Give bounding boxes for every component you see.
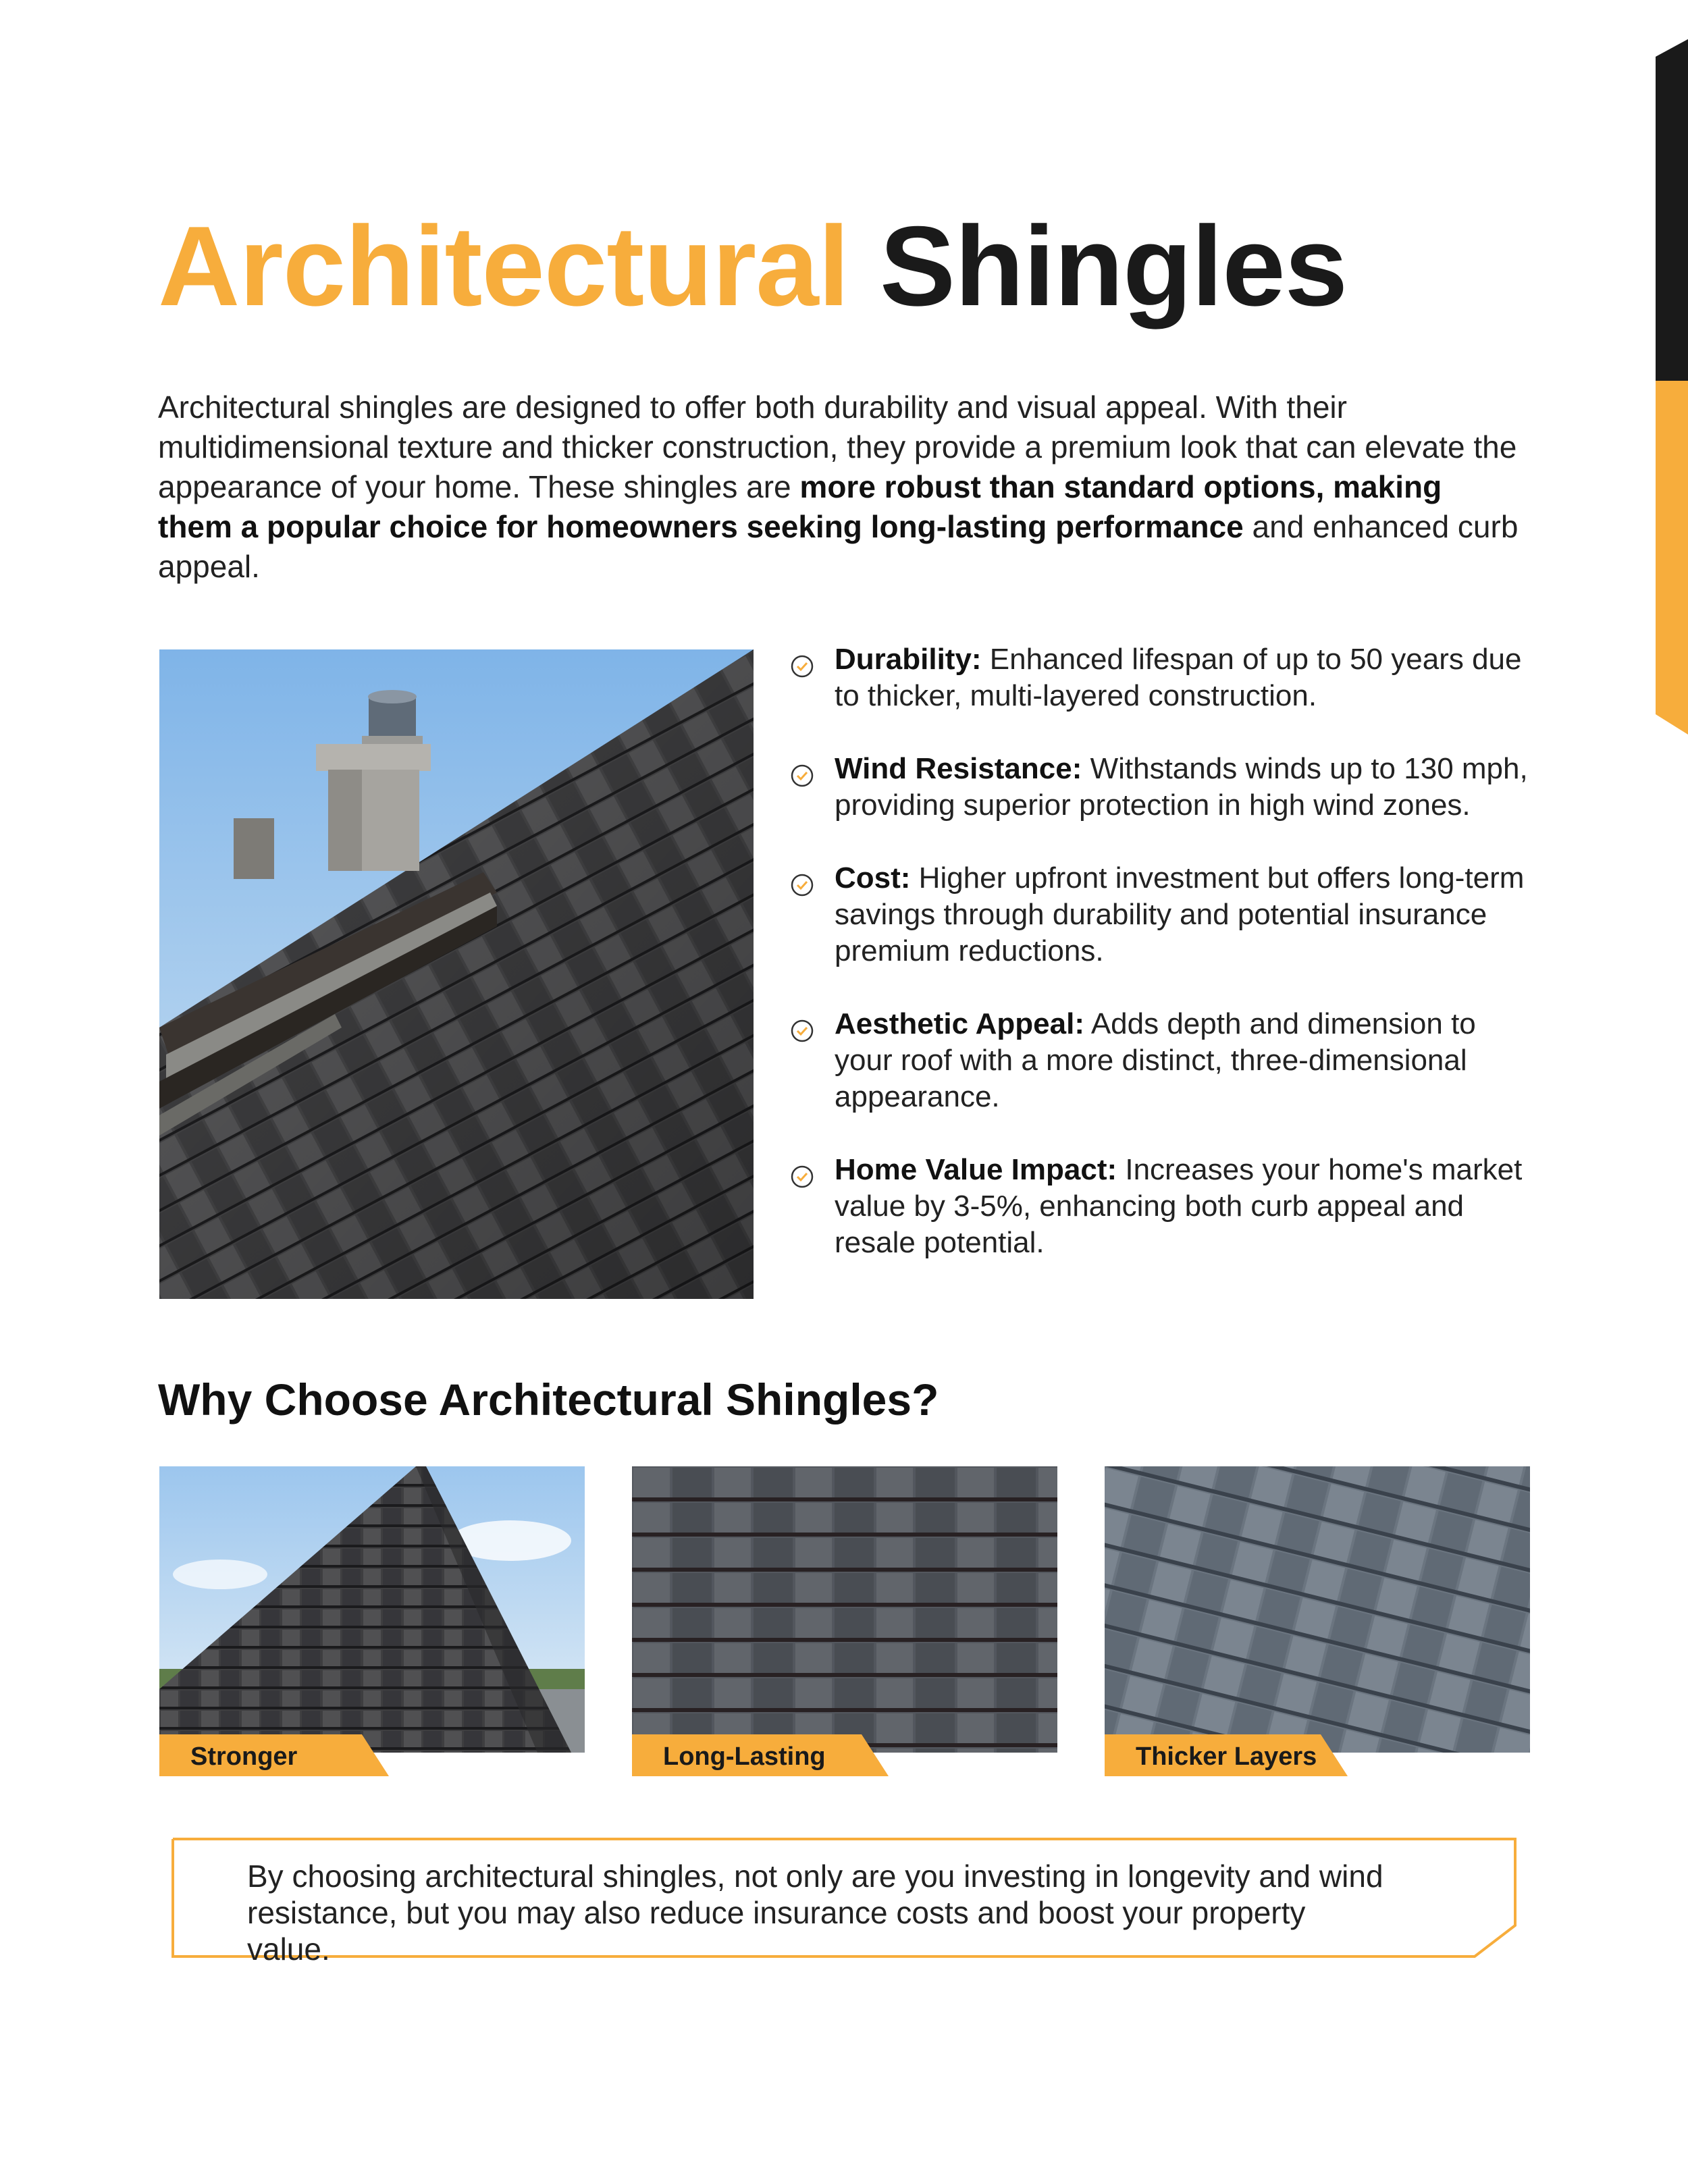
feature-name: Cost: — [835, 861, 911, 895]
benefit-card-stronger — [159, 1466, 585, 1777]
callout-box — [172, 1838, 1522, 1967]
feature-text: Withstands winds up to 130 mph, providing superior protection in high wind zones. — [835, 752, 1528, 822]
intro-text-end: and enhanced curb appeal. — [158, 509, 1519, 584]
feature-list — [790, 641, 1539, 1261]
benefit-card-thicker-layers — [1105, 1466, 1530, 1777]
feature-item — [790, 1152, 1539, 1261]
page-title — [158, 203, 1348, 329]
feature-text: Higher upfront investment but offers long-term savings through durability and potential insurance premium reductions. — [835, 861, 1525, 967]
feature-text: Adds depth and dimension to your roof with a more distinct, three-dimensional appearance. — [835, 1007, 1476, 1113]
title-accent: Architectural — [158, 203, 849, 329]
feature-item — [790, 751, 1539, 824]
intro-text-start: Architectural shingles are designed to offer both durability and visual appeal. With their multidimensional texture and thicker construction, they provide a premium look that can elevate the appearance of your home. These shingles are — [158, 390, 1517, 504]
roof-peak-photo — [159, 1466, 585, 1753]
check-circle-icon — [790, 870, 814, 894]
feature-name: Durability: — [835, 643, 982, 676]
card-label: Thicker Layers — [1136, 1742, 1317, 1771]
feature-item — [790, 1006, 1539, 1115]
check-circle-icon — [790, 760, 814, 784]
layered-shingles-photo — [1105, 1466, 1530, 1753]
benefit-card-long-lasting — [632, 1466, 1057, 1777]
feature-name: Aesthetic Appeal: — [835, 1007, 1085, 1040]
edge-tab-decoration — [1656, 39, 1688, 735]
callout-text: By choosing architectural shingles, not only are you investing in longevity and wind resistance, but you may also reduce insurance costs and boost your property value. — [247, 1859, 1383, 1967]
check-circle-icon — [790, 651, 814, 675]
intro-paragraph — [158, 388, 1522, 587]
section-heading: Why Choose Architectural Shingles? — [158, 1375, 939, 1424]
card-label: Long-Lasting — [663, 1742, 826, 1771]
feature-text: Increases your home's market value by 3-5%, enhancing both curb appeal and resale potential. — [835, 1153, 1523, 1259]
feature-text: Enhanced lifespan of up to 50 years due to thicker, multi-layered construction. — [835, 643, 1522, 712]
feature-item — [790, 860, 1539, 969]
intro-emphasis: more robust than standard options, making them a popular choice for homeowners seeking long-lasting performance — [158, 469, 1442, 544]
title-rest: Shingles — [880, 203, 1348, 329]
feature-name: Wind Resistance: — [835, 752, 1082, 785]
card-label: Stronger — [190, 1742, 298, 1771]
check-circle-icon — [790, 1015, 814, 1040]
feature-item — [790, 641, 1539, 714]
roof-chimney-photo — [159, 649, 754, 1299]
check-circle-icon — [790, 1161, 814, 1186]
feature-name: Home Value Impact: — [835, 1153, 1117, 1186]
shingle-rows-photo — [632, 1466, 1057, 1753]
